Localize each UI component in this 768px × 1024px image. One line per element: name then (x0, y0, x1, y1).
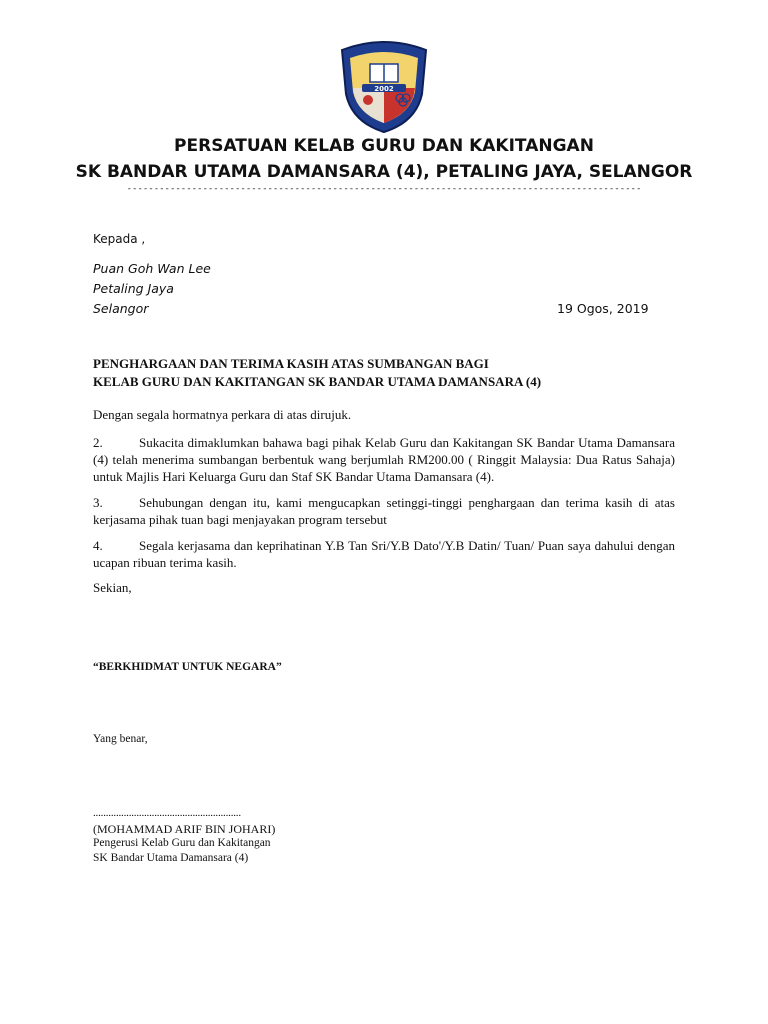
paragraph-text: Segala kerjasama dan keprihatinan Y.B Tan Sri/Y.B Dato'/Y.B Datin/ Tuan/ Puan saya dahului dengan ucapan ribuan terima kasih. (93, 538, 675, 570)
org-title-line1: PERSATUAN KELAB GURU DAN KAKITANGAN (174, 136, 594, 156)
paragraph-text: Sehubungan dengan itu, kami mengucapkan setinggi-tinggi penghargaan dan terima kasih di atas kerjasama pihak tuan bagi menjayakan program tersebut (93, 495, 675, 527)
header-separator: ----------------------------------------------------------------------------------------------- (126, 184, 642, 194)
paragraph-2 (93, 434, 675, 485)
school-crest-logo (332, 38, 436, 134)
motto-text: “BERKHIDMAT UNTUK NEGARA” (93, 661, 282, 673)
recipient-state: Selangor (93, 301, 149, 316)
recipient-name: Puan Goh Wan Lee (93, 261, 211, 276)
sekian-text: Sekian, (93, 580, 132, 595)
yang-benar-text: Yang benar, (93, 733, 148, 745)
subject-line2: KELAB GURU DAN KAKITANGAN SK BANDAR UTAMA DAMANSARA (4) (93, 374, 542, 389)
paragraph-number: 4. (93, 538, 103, 553)
paragraph-text: Sukacita dimaklumkan bahawa bagi pihak Kelab Guru dan Kakitangan SK Bandar Utama Damansara (4) telah menerima sumbangan berbentuk wang berjumlah RM200.00 ( Ringgit Malaysia: Dua Ratus Sahaja) untuk Majlis Hari Keluarga Guru dan Staf SK Bandar Utama Damansara (4). (93, 435, 675, 484)
paragraph-number: 2. (93, 435, 103, 450)
recipient-city: Petaling Jaya (93, 281, 174, 296)
kepada-label: Kepada , (93, 232, 146, 246)
paragraph-number: 3. (93, 495, 103, 510)
paragraph-3 (93, 494, 675, 528)
signatory-role-line1: Pengerusi Kelab Guru dan Kakitangan (93, 837, 271, 849)
intro-paragraph: Dengan segala hormatnya perkara di atas dirujuk. (93, 407, 352, 422)
signature-line: .......................................................... (93, 807, 241, 819)
org-title-line2: SK BANDAR UTAMA DAMANSARA (4), PETALING JAYA, SELANGOR (75, 162, 693, 182)
signatory-name: (MOHAMMAD ARIF BIN JOHARI) (93, 822, 276, 836)
paragraph-4 (93, 537, 675, 571)
letter-date: 19 Ogos, 2019 (557, 301, 649, 316)
subject-line1: PENGHARGAAN DAN TERIMA KASIH ATAS SUMBANGAN BAGI (93, 356, 489, 371)
logo-year-text: 2002 (374, 85, 394, 93)
signatory-role-line2: SK Bandar Utama Damansara (4) (93, 852, 249, 864)
